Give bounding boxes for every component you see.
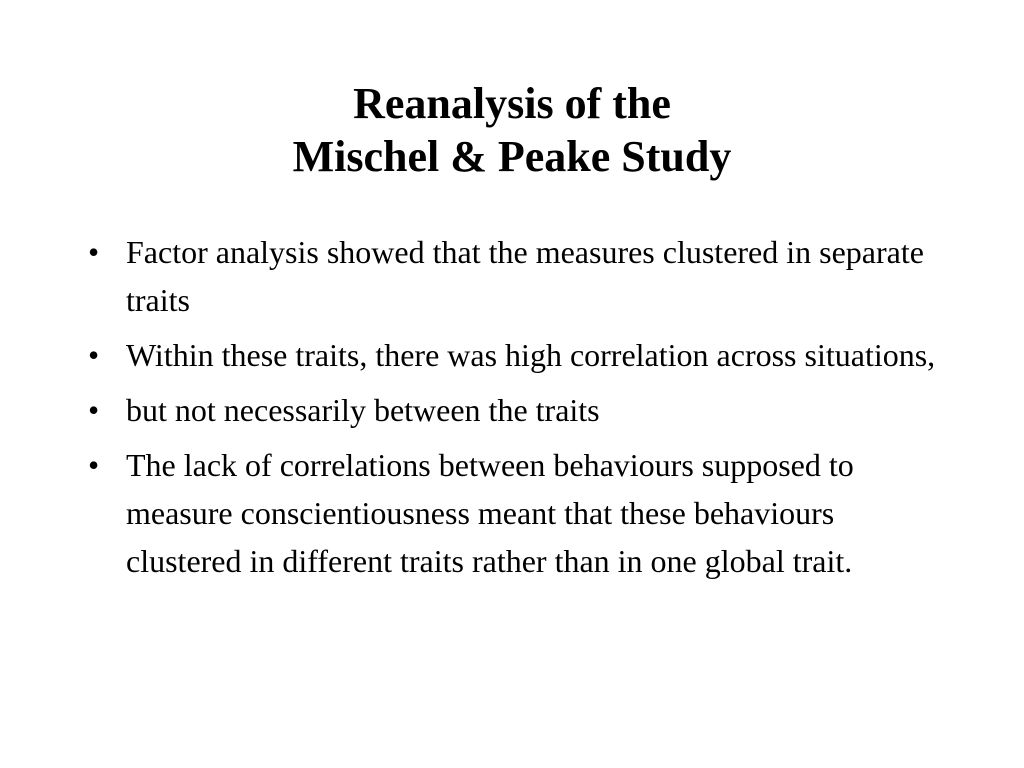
bullet-item bbox=[86, 228, 956, 324]
bullet-text: Within these traits, there was high correlation across situations, bbox=[126, 337, 936, 373]
bullet-item bbox=[86, 386, 956, 434]
bullet-item bbox=[86, 331, 956, 379]
bullet-text: but not necessarily between the traits bbox=[126, 392, 600, 428]
bullet-text: The lack of correlations between behaviours supposed to measure conscientiousness meant that these behaviours clustered in different traits rather than in one global trait. bbox=[126, 447, 854, 579]
bullet-list bbox=[86, 228, 956, 592]
bullet-text: Factor analysis showed that the measures clustered in separate traits bbox=[126, 234, 924, 318]
bullet-item bbox=[86, 441, 956, 585]
bullet-icon: • bbox=[88, 234, 100, 270]
bullet-icon: • bbox=[88, 392, 100, 428]
slide-title bbox=[0, 77, 1024, 183]
bullet-icon: • bbox=[88, 447, 100, 483]
slide-title-line-1: Reanalysis of the bbox=[353, 79, 671, 128]
bullet-icon: • bbox=[88, 337, 100, 373]
slide-title-line-2: Mischel & Peake Study bbox=[292, 132, 732, 181]
